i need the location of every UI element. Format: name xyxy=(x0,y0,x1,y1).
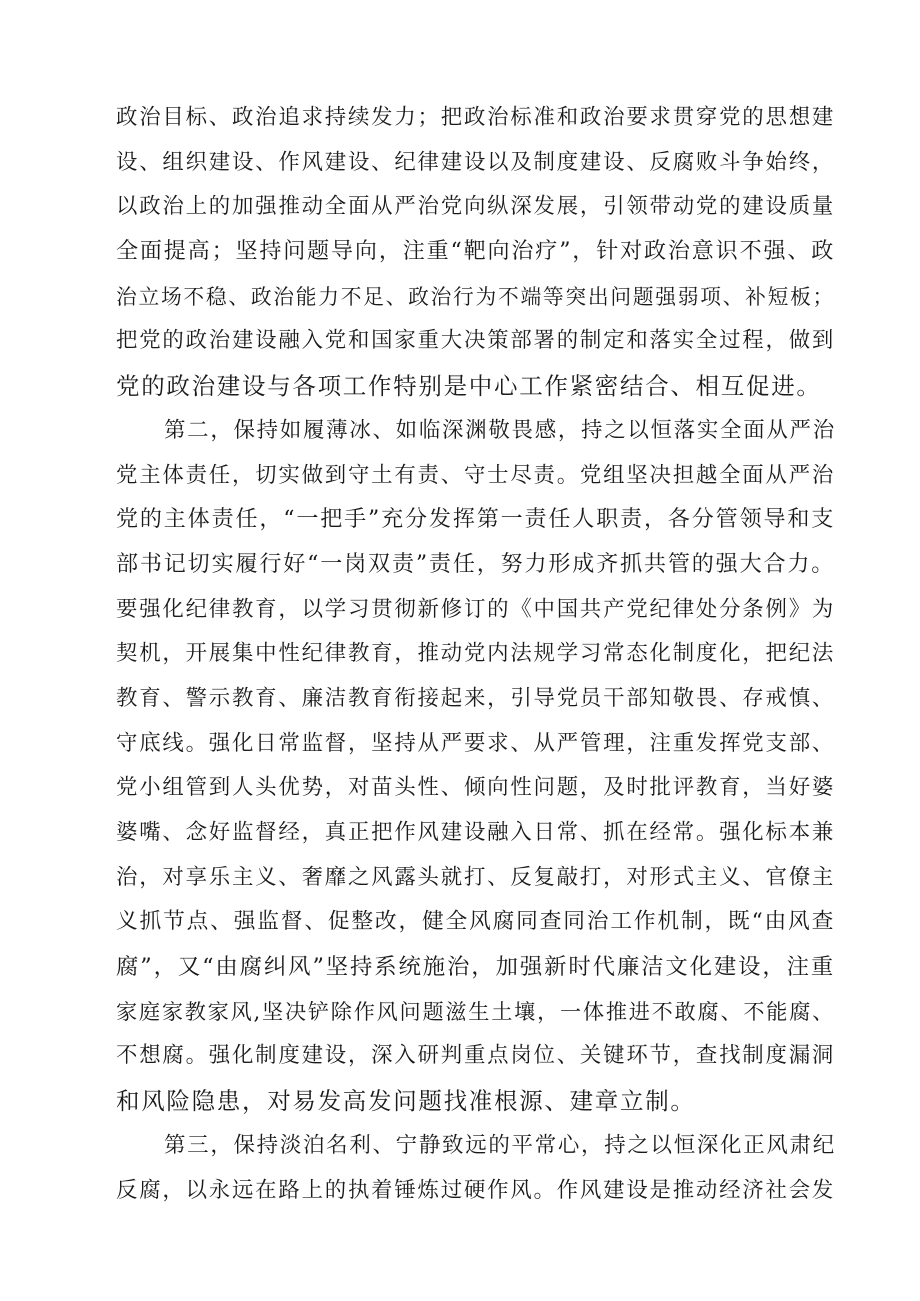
text-line: 党小组管到人头优势，对苗头性、倾向性问题，及时批评教育，当好婆 xyxy=(116,775,835,801)
text-line: 反腐，以永远在路上的执着锤炼过硬作风。作风建设是推动经济社会发 xyxy=(116,1177,835,1203)
text-line: 家庭家教家风,坚决铲除作风问题滋生土壤，一体推进不敢腐、不能腐、 xyxy=(116,998,835,1024)
text-line: 以政治上的加强推动全面从严治党向纵深发展，引领带动党的建设质量 xyxy=(116,194,835,220)
text-line: 和风险隐患，对易发高发问题找准根源、建章立制。 xyxy=(116,1087,696,1116)
text-line: 第三，保持淡泊名利、宁静致远的平常心，持之以恒深化正风肃纪 xyxy=(164,1132,836,1158)
text-line: 部书记切实履行好“一岗双责”责任，努力形成齐抓共管的强大合力。 xyxy=(116,551,835,577)
text-line: 政治目标、政治追求持续发力；把政治标准和政治要求贯穿党的思想建 xyxy=(116,105,835,130)
text-line: 党的主体责任，“一把手”充分发挥第一责任人职责，各分管领导和支 xyxy=(116,507,835,533)
text-line: 要强化纪律教育，以学习贯彻新修订的《中国共产党纪律处分条例》为 xyxy=(116,596,835,622)
text-line: 教育、警示教育、廉洁教育衔接起来，引导党员干部知敬畏、存戒慎、 xyxy=(116,685,835,711)
text-line: 守底线。强化日常监督，坚持从严要求、从严管理，注重发挥党支部、 xyxy=(116,730,835,756)
text-line: 把党的政治建设融入党和国家重大决策部署的制定和落实全过程，做到 xyxy=(116,328,835,354)
text-line: 婆嘴、念好监督经，真正把作风建设融入日常、抓在经常。强化标本兼 xyxy=(116,820,835,845)
text-line: 党主体责任，切实做到守土有责、守士尽责。党组坚决担越全面从严治 xyxy=(116,462,835,488)
text-line: 治，对享乐主义、奢靡之风露头就打、反复敲打，对形式主义、官僚主 xyxy=(116,864,835,890)
text-line: 腐”，又“由腐纠风”坚持系统施治，加强新时代廉洁文化建设，注重 xyxy=(116,954,835,981)
text-line: 不想腐。强化制度建设，深入研判重点岗位、关键环节，查找制度漏洞 xyxy=(116,1043,835,1069)
document-body xyxy=(116,96,835,1213)
text-line: 设、组织建设、作风建设、纪律建设以及制度建设、反腐败斗争始终， xyxy=(116,149,835,175)
text-line: 党的政治建设与各项工作特别是中心工作紧密结合、相互促进。 xyxy=(116,372,822,401)
text-line: 义抓节点、强监督、促整改，健全风腐同查同治工作机制，既“由风查 xyxy=(116,909,835,935)
text-line: 治立场不稳、政治能力不足、政治行为不端等突出问题强弱项、补短板； xyxy=(116,284,835,309)
text-line: 契机，开展集中性纪律教育，推动党内法规学习常态化制度化，把纪法 xyxy=(116,641,835,667)
text-line: 第二，保持如履薄冰、如临深渊敬畏感，持之以恒落实全面从严治 xyxy=(164,417,836,443)
text-line: 全面提高；坚持问题导向，注重“靶向治疗”，针对政治意识不强、政 xyxy=(116,239,835,265)
